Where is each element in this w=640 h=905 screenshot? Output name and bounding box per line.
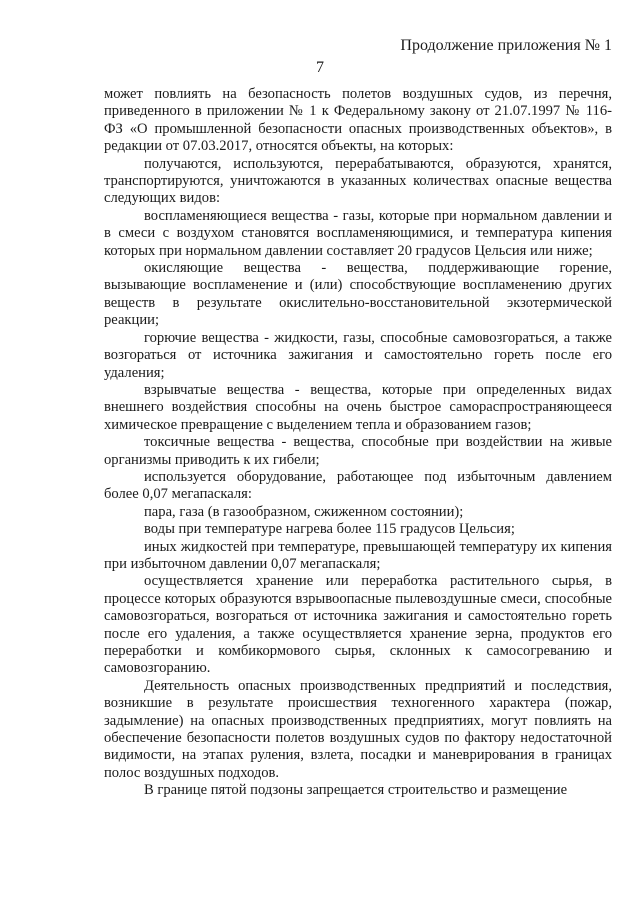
paragraph: В границе пятой подзоны запрещается строительство и размещение xyxy=(144,782,568,799)
paragraph: получаются, используются, перерабатываются, образуются, хранятся, транспортируются, уничтожаются в указанных количествах опасные вещества следующих видов: xyxy=(104,155,612,207)
paragraph: горючие вещества - жидкости, газы, способные самовозгораться, а также возгораться от источника зажигания и самостоятельно гореть после его удаления; xyxy=(104,329,612,381)
paragraph: иных жидкостей при температуре, превышающей температуру их кипения при избыточном давлении 0,07 мегапаскаля; xyxy=(104,538,612,572)
appendix-continuation-note: Продолжение приложения № 1 xyxy=(400,37,612,54)
document-body xyxy=(104,86,612,800)
page-number: 7 xyxy=(316,59,324,76)
paragraph: используется оборудование, работающее под избыточным давлением более 0,07 мегапаскаля: xyxy=(104,468,612,503)
paragraph: окисляющие вещества - вещества, поддерживающие горение, вызывающие воспламенение и (или) способствующие воспламенению других веществ в результате окислительно-восстановительной экзотермической реакции; xyxy=(104,260,612,329)
paragraph: может повлиять на безопасность полетов воздушных судов, из перечня, приведенного в приложении № 1 к Федеральному закону от 21.07.1997 № 116-ФЗ «О промышленной безопасности опасных производственных объектов», в редакции от 07.03.2017, относятся объекты, на которых: xyxy=(104,86,612,155)
paragraph: взрывчатые вещества - вещества, которые при определенных видах внешнего воздействия способны на очень быстрое самораспространяющееся химическое превращение с выделением тепла и образованием газов; xyxy=(104,381,612,433)
paragraph: токсичные вещества - вещества, способные при воздействии на живые организмы приводить к их гибели; xyxy=(104,434,612,468)
paragraph: Деятельность опасных производственных предприятий и последствия, возникшие в результате происшествия техногенного характера (пожар, задымление) на опасных производственных предприятиях, могут повлиять на обеспечение безопасности полетов воздушных судов по фактору недостаточной видимости, на этапах руления, взлета, посадки и маневрирования в границах полос воздушных подходов. xyxy=(104,677,612,781)
paragraph: пара, газа (в газообразном, сжиженном состоянии); xyxy=(144,503,464,520)
paragraph: воды при температуре нагрева более 115 градусов Цельсия; xyxy=(144,521,515,538)
paragraph: осуществляется хранение или переработка растительного сырья, в процессе которых образуются взрывоопасные пылевоздушные смеси, способные самовозгораться, возгораться от источника зажигания и самостоятельно гореть после его удаления, а также осуществляется хранение зерна, продуктов его переработки и комбикормового сырья, склонных к самосогреванию и самовозгоранию. xyxy=(104,573,612,677)
paragraph: воспламеняющиеся вещества - газы, которые при нормальном давлении и в смеси с воздухом становятся воспламеняющимися, и температура кипения которых при нормальном давлении составляет 20 градусов Цельсия или ниже; xyxy=(104,207,612,259)
